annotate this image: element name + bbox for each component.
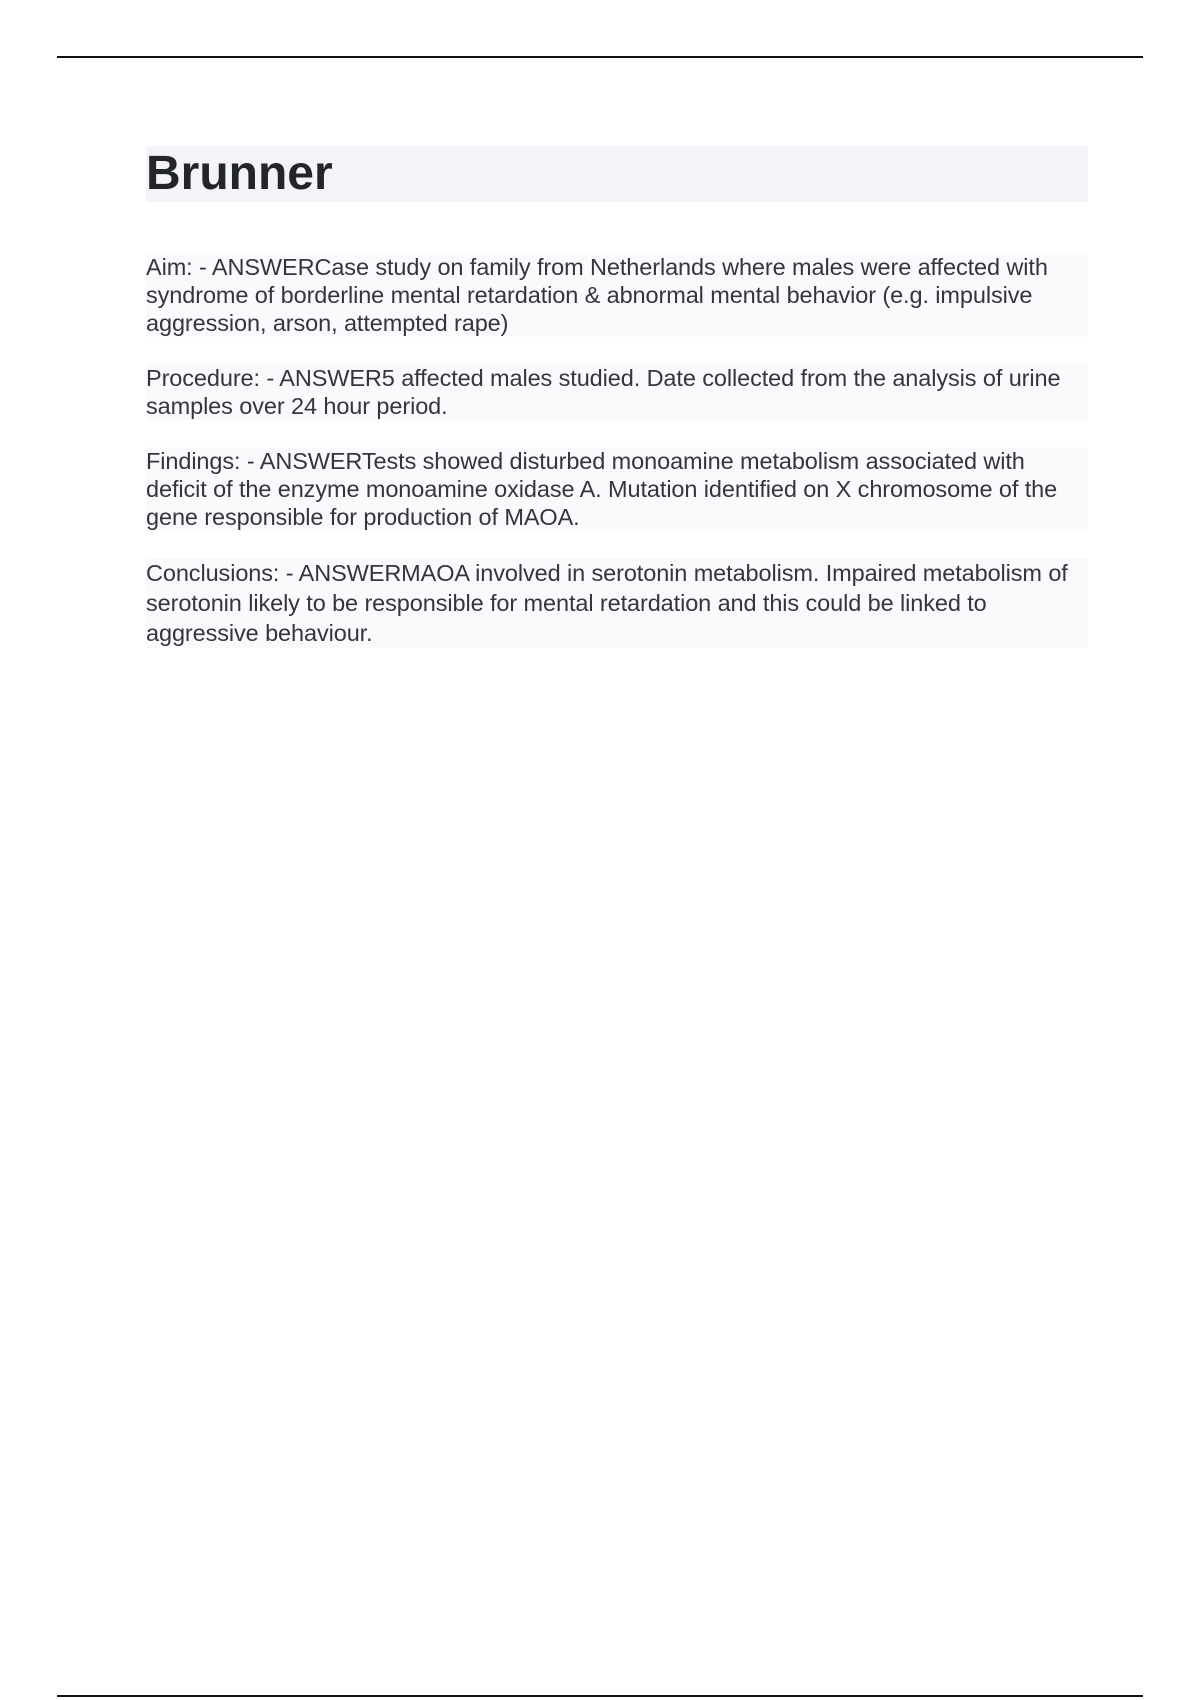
- entry-question: Aim: -: [146, 254, 207, 280]
- header-rule: [57, 56, 1143, 58]
- entry-aim: [146, 253, 1088, 337]
- entry-answer: ANSWER5 affected males studied. Date collected from the analysis of urine samples over 24 hour period.: [146, 365, 1061, 419]
- entry-answer: ANSWERTests showed disturbed monoamine metabolism associated with deficit of the enzyme monoamine oxidase A. Mutation identified on X chromosome of the gene responsible for production of MAOA.: [146, 448, 1058, 530]
- entry-list: [146, 253, 1088, 648]
- page-title: Brunner: [146, 147, 333, 200]
- entry-findings: [146, 447, 1088, 531]
- footer-rule: [57, 1695, 1143, 1697]
- entry-procedure: [146, 364, 1088, 420]
- title-band: [146, 146, 1088, 202]
- entry-answer: ANSWERCase study on family from Netherlands where males were affected with syndrome of borderline mental retardation & abnormal mental behavior (e.g. impulsive aggression, arson, attempted rape): [146, 254, 1048, 336]
- document-body: [146, 146, 1088, 675]
- entry-answer: ANSWERMAOA involved in serotonin metabolism. Impaired metabolism of serotonin likely to be responsible for mental retardation and this could be linked to aggressive behaviour.: [146, 560, 1068, 646]
- entry-question: Procedure: -: [146, 365, 275, 391]
- entry-question: Findings: -: [146, 448, 255, 474]
- entry-conclusions: [146, 558, 1088, 648]
- entry-question: Conclusions: -: [146, 560, 294, 586]
